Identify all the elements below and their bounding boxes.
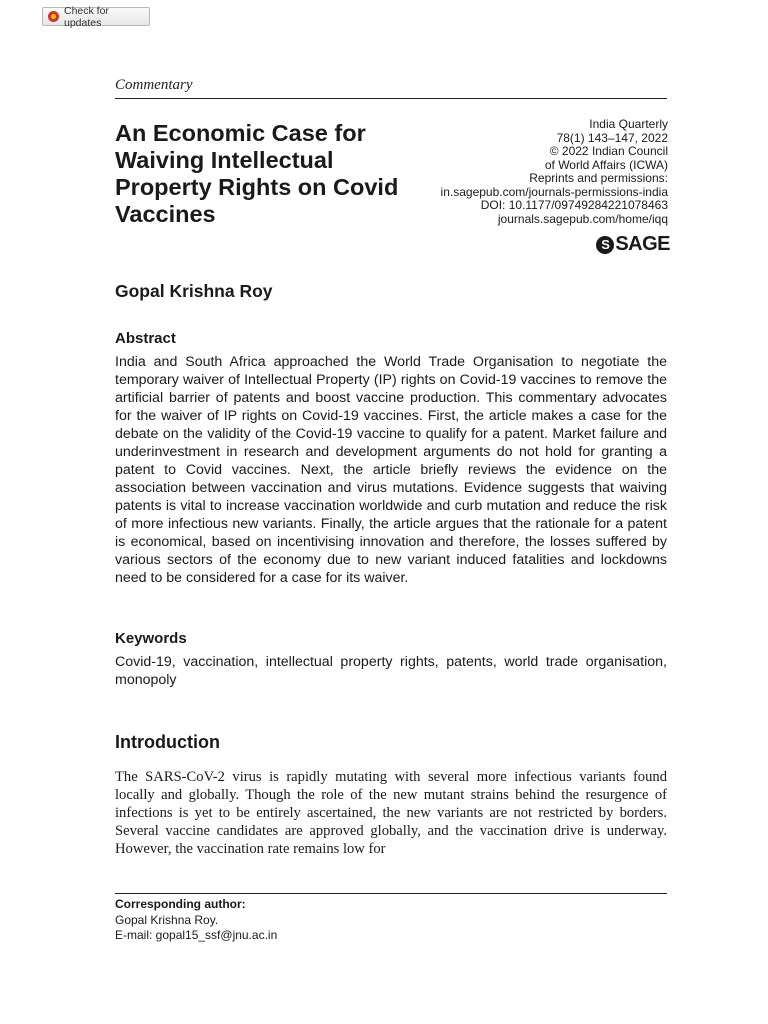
article-title: An Economic Case for Waiving Intellectual Property Rights on Covid Vaccines [115,120,399,227]
sage-icon: S [596,236,614,254]
introduction-text: The SARS-CoV-2 virus is rapidly mutating with several more infectious variants found locally and globally. Though the role of the new mutant strains behind the resurgence of infections is yet to be entirely ascertained, the new variants are not restricted by borders. Several vaccine candidates are approved globally, and the vaccination drive is underway. However, the vaccination rate remains low for [115,769,667,857]
footnote-author: Gopal Krishna Roy. [115,912,219,927]
footnote-divider [115,893,667,894]
crossmark-icon [48,11,59,22]
journal-home-link[interactable]: journals.sagepub.com/home/iqq [497,211,668,226]
journal-metadata [441,118,668,226]
author-name: Gopal Krishna Roy [115,281,273,301]
footnote-heading: Corresponding author: [115,897,246,911]
keywords-text: Covid-19, vaccination, intellectual property rights, patents, world trade organisation, monopoly [115,654,667,688]
footnote-email[interactable]: E-mail: gopal15_ssf@jnu.ac.in [115,928,278,942]
publisher-logo [596,233,670,256]
publisher-name: SAGE [615,233,670,255]
keywords-heading: Keywords [115,630,187,647]
abstract-text: India and South Africa approached the World Trade Organisation to negotiate the temporary waiver of Intellectual Property (IP) rights on Covid-19 vaccines to remove the artificial barrier of patents and boost vaccine production. This commentary advocates for the waiver of IP rights on Covid-19 vaccines. First, the article makes a case for the debate on the validity of the Covid-19 vaccine to qualify for a patent. Market failure and underinvestment in research and development arguments do not hold for granting a patent to Covid vaccines. Next, the article briefly reviews the evidence on the association between vaccination and virus mutations. Evidence suggests that waiving patents is vital to increase vaccination worldwide and curb mutation and reduce the risk of more infectious new variants. Finally, the article argues that the rationale for a patent is economical, based on incentivising innovation and therefore, the losses suffered by various sectors of the economy due to new variant induced fatalities and lockdowns need to be considered for a case for its waiver. [115,354,667,586]
check-for-updates-label: Check for updates [64,4,109,29]
journal-volume: 78(1) 143–147, 2022 [556,130,668,145]
abstract-heading: Abstract [115,330,176,347]
copyright-line-2: of World Affairs (ICWA) [544,157,668,172]
journal-name: India Quarterly [589,117,668,131]
copyright-line-1: © 2022 Indian Council [549,144,668,158]
introduction-heading: Introduction [115,732,220,752]
check-for-updates-button[interactable] [42,4,150,29]
doi-link[interactable]: DOI: 10.1177/09749284221078463 [480,198,668,212]
header-divider [115,98,667,99]
reprints-label: Reprints and permissions: [529,171,668,185]
corresponding-author-note [115,897,277,944]
section-label: Commentary [115,77,193,93]
reprints-link[interactable]: in.sagepub.com/journals-permissions-india [440,184,668,199]
